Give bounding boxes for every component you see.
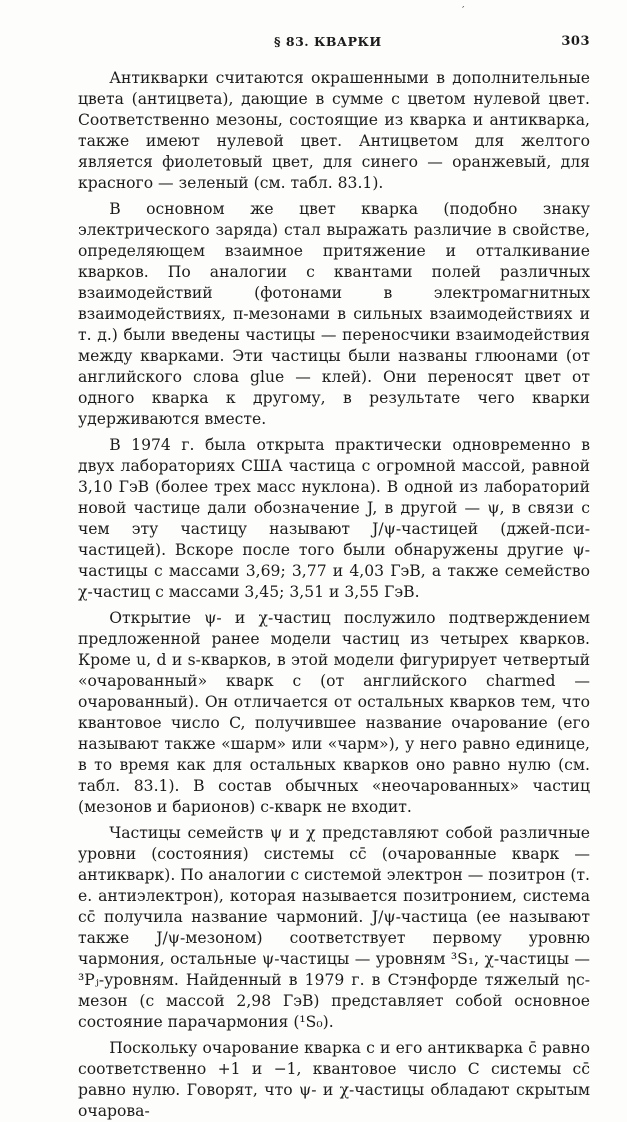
paragraph: Поскольку очарование кварка c и его антикварка c̄ равно соответственно +1 и −1, квантовое число C системы cc̄ равно нулю. Говорят, что ψ- и χ-частицы обладают скрытым очарова-	[78, 1039, 590, 1120]
paragraph: В 1974 г. была открыта практически одновременно в двух лабораториях США частица с огромной массой, равной 3,10 ГэВ (более трех масс нуклона). В одной из лабораторий новой частице дали обозначение J, в другой — ψ, в связи с чем эту частицу называют J/ψ-частицей (джей-пси-частицей). Вскоре после того были обнаружены другие ψ-частицы с массами 3,69; 3,77 и 4,03 ГэВ, а также семейство χ-частиц с массами 3,45; 3,51 и 3,55 ГэВ.	[78, 436, 590, 601]
paragraph: В основном же цвет кварка (подобно знаку электрического заряда) стал выражать различие в свойстве, определяющем взаимное притяжение и отталкивание кварков. По аналогии с квантами полей различных взаимодействий (фотонами в электромагнитных взаимодействиях, π-мезонами в сильных взаимодействиях и т. д.) были введены частицы — переносчики взаимодействия между кварками. Эти частицы были названы глюонами (от английского слова glue — клей). Они переносят цвет от одного кварка к другому, в результате чего кварки удерживаются вместе.	[78, 200, 590, 428]
page-header	[76, 34, 590, 54]
section-title: § 83. КВАРКИ	[274, 34, 382, 49]
body-text	[78, 68, 590, 1122]
stray-mark: ′	[462, 4, 465, 17]
paragraph: Антикварки считаются окрашенными в дополнительные цвета (антицвета), дающие в сумме с цветом нулевой цвет. Соответственно мезоны, состоящие из кварка и антикварка, также имеют нулевой цвет. Антицветом для желтого является фиолетовый цвет, для синего — оранжевый, для красного — зеленый (см. табл. 83.1).	[78, 69, 590, 192]
page-number: 303	[561, 34, 590, 49]
paragraph: Частицы семейств ψ и χ представляют собой различные уровни (состояния) системы cc̄ (очарованные кварк — антикварк). По аналогии с системой электрон — позитрон (т. е. антиэлектрон), которая называется позитронием, система cc̄ получила название чармоний. J/ψ-частица (ее называют также J/ψ-мезоном) соответствует первому уровню чармония, остальные ψ-частицы — уровням ³S₁, χ-частицы — ³Pⱼ-уровням. Найденный в 1979 г. в Стэнфорде тяжелый ηc-мезон (с массой 2,98 ГэВ) представляет собой основное состояние парачармония (¹S₀).	[78, 824, 590, 1031]
paragraph: Открытие ψ- и χ-частиц послужило подтверждением предложенной ранее модели частиц из четырех кварков. Кроме u, d и s-кварков, в этой модели фигурирует четвертый «очарованный» кварк c (от английского charmed — очарованный). Он отличается от остальных кварков тем, что квантовое число C, получившее название очарование (его называют также «шарм» или «чарм»), у него равно единице, в то время как для остальных кварков оно равно нулю (см. табл. 83.1). В состав обычных «неочарованных» частиц (мезонов и барионов) c-кварк не входит.	[78, 609, 590, 816]
